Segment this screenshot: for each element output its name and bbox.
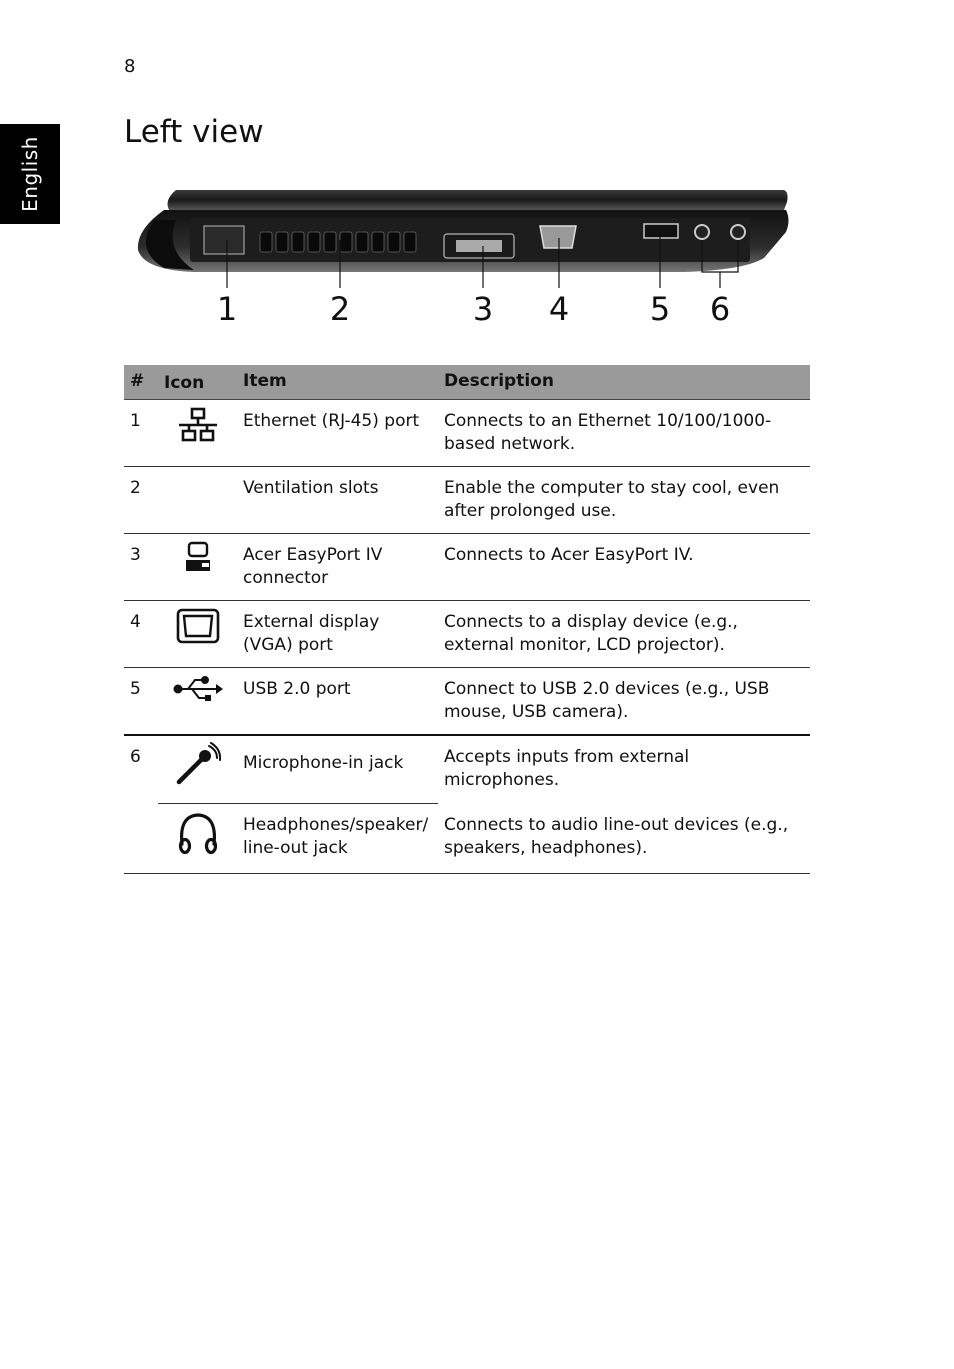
microphone-icon [158,735,237,804]
callout-6: 6 [709,290,731,328]
row-item: Acer EasyPort IV connector [237,534,438,601]
header-num: # [124,365,158,400]
row-description: Connect to USB 2.0 devices (e.g., USB mouse, USB camera). [438,668,810,736]
row-item: Microphone-in jack [237,735,438,804]
header-item: Item [237,365,438,400]
ports-table [124,365,810,874]
table-row [124,804,810,874]
ethernet-icon [158,400,237,467]
row-item: External display (VGA) port [237,601,438,668]
row-description: Connects to audio line-out devices (e.g., speakers, headphones). [438,804,810,874]
row-num: 2 [124,467,158,534]
microphone-jack-shape [695,225,709,239]
callout-1: 1 [216,290,238,328]
laptop-left-view-figure [124,180,814,330]
laptop-lid [168,190,788,210]
easyport-icon [158,534,237,601]
language-tab [0,124,60,224]
table-row [124,668,810,736]
row-item: Ethernet (RJ-45) port [237,400,438,467]
headphone-jack-shape [731,225,745,239]
table-header-row [124,365,810,400]
laptop-left-side-illustration [124,180,814,330]
row-num: 5 [124,668,158,736]
page-number: 8 [124,56,136,77]
row-description: Connects to Acer EasyPort IV. [438,534,810,601]
row-num: 3 [124,534,158,601]
callout-2: 2 [329,290,351,328]
row-item: USB 2.0 port [237,668,438,736]
row-item: Ventilation slots [237,467,438,534]
usb-port-shape [644,224,678,238]
page-title: Left view [124,114,264,150]
callout-3: 3 [472,290,494,328]
table-row [124,735,810,804]
row-icon-empty [158,467,237,534]
row-description: Accepts inputs from external microphones. [444,747,690,790]
row-item: Headphones/speaker/ line-out jack [237,804,438,874]
row-description: Connects to a display device (e.g., external monitor, LCD projector). [438,601,810,668]
row-description: Enable the computer to stay cool, even after prolonged use. [438,467,810,534]
usb-icon [158,668,237,736]
table-row [124,400,810,467]
header-description: Description [438,365,810,400]
ethernet-port-shape [204,226,244,254]
vga-port-shape [540,226,576,248]
table-row [124,467,810,534]
row-num: 6 [124,735,158,874]
language-tab-label: English [18,136,42,212]
callout-5: 5 [649,290,671,328]
table-row [124,534,810,601]
headphones-icon [158,804,237,874]
row-num: 1 [124,400,158,467]
row-num: 4 [124,601,158,668]
header-icon: Icon [158,365,237,400]
vga-icon [158,601,237,668]
table-row [124,601,810,668]
callout-4: 4 [548,290,570,328]
row-description: Connects to an Ethernet 10/100/1000-based network. [438,400,810,467]
